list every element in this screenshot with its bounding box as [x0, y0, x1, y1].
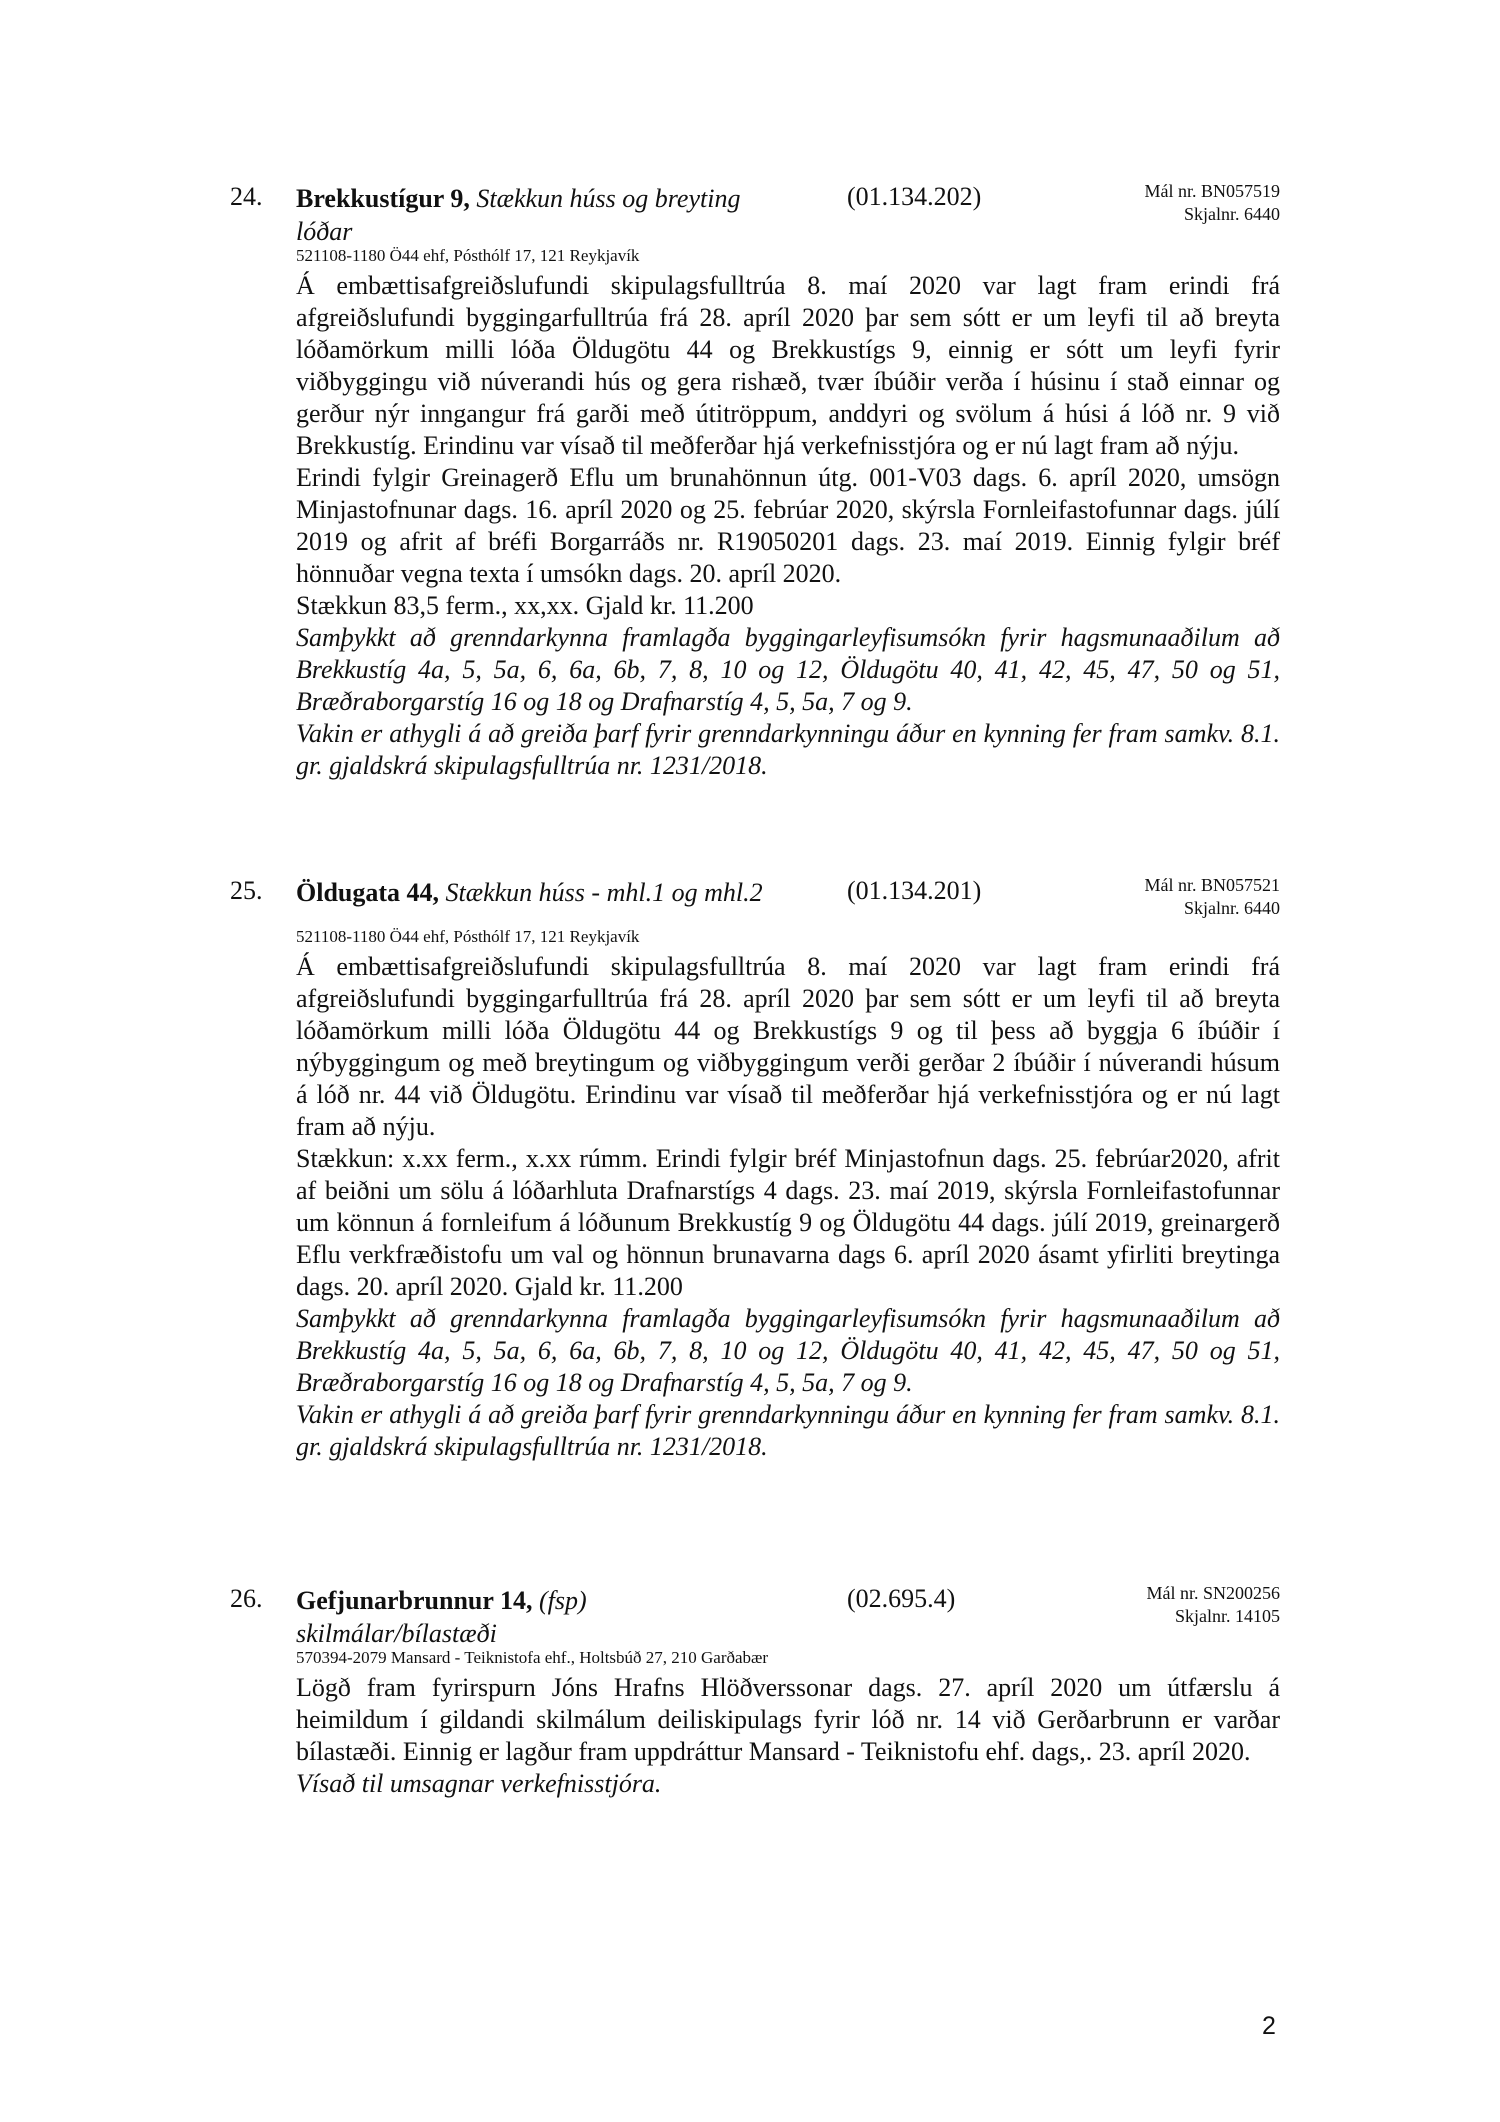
page-number: 2	[1262, 2012, 1276, 2040]
case-number: Mál nr. SN200256	[1146, 1583, 1280, 1603]
item-subject: Stækkun húss og breyting lóðar	[296, 184, 741, 246]
document-number: Skjalnr. 6440	[1183, 204, 1280, 224]
lot-number: (02.695.4)	[847, 1584, 956, 1613]
paragraph: Á embættisafgreiðslufundi skipulagsfulltrúa 8. maí 2020 var lagt fram erindi frá afgreiðslufundi byggingarfulltrúa frá 28. apríl 2020 þar sem sótt er um leyfi til að breyta lóðamörkum milli lóða Öldugötu 44 og Brekkustígs 9, einnig er sótt um leyfi fyrir viðbyggingu við núverandi hús og gera rishæð, tvær íbúðir verða í húsinu í stað einnar og gerður nýr inngangur frá garði með útitröppum, anddyri og svölum á húsi á lóð nr. 9 við Brekkustíg. Erindinu var vísað til meðferðar hjá verkefnisstjóra og er nú lagt fram að nýju.	[296, 271, 1280, 460]
item-address: Brekkustígur 9,	[296, 184, 470, 213]
item-number: 25.	[230, 876, 263, 905]
decision-text: Samþykkt að grenndarkynna framlagða byggingarleyfisumsókn fyrir hagsmunaaðilum að Brekkustíg 4a, 5, 5a, 6, 6a, 6b, 7, 8, 10 og 12, Öldugötu 40, 41, 42, 45, 47, 50 og 51, Bræðraborgarstíg 16 og 18 og Drafnarstíg 4, 5, 5a, 7 og 9.	[296, 623, 1280, 716]
case-reference	[1146, 1582, 1280, 1628]
document-number: Skjalnr. 6440	[1183, 898, 1280, 918]
case-number: Mál nr. BN057519	[1144, 181, 1280, 201]
decision-text: Samþykkt að grenndarkynna framlagða byggingarleyfisumsókn fyrir hagsmunaaðilum að Brekkustíg 4a, 5, 5a, 6, 6a, 6b, 7, 8, 10 og 12, Öldugötu 40, 41, 42, 45, 47, 50 og 51, Bræðraborgarstíg 16 og 18 og Drafnarstíg 4, 5, 5a, 7 og 9.	[296, 1304, 1280, 1397]
paragraph: Á embættisafgreiðslufundi skipulagsfulltrúa 8. maí 2020 var lagt fram erindi frá afgreiðslufundi byggingarfulltrúa frá 28. apríl 2020 þar sem sótt er um leyfi til að breyta lóðamörkum milli lóða Öldugötu 44 og Brekkustígs 9 og til þess að byggja 6 íbúðir í nýbyggingum og með breytingum og viðbyggingum verði gerðar 2 íbúðir í núverandi húsum á lóð nr. 44 við Öldugötu. Erindinu var vísað til meðferðar hjá verkefnisstjóra og er nú lagt fram að nýju.	[296, 952, 1280, 1141]
item-number: 24.	[230, 182, 263, 211]
case-number: Mál nr. BN057521	[1144, 875, 1280, 895]
item-subject: (fsp) skilmálar/bílastæði	[296, 1586, 587, 1648]
paragraph: Erindi fylgir Greinagerð Eflu um brunahönnun útg. 001-V03 dags. 6. apríl 2020, umsögn Minjastofnunar dags. 16. apríl 2020 og 25. febrúar 2020, skýrsla Fornleifastofunnar dags. júlí 2019 og afrit af bréfi Borgarráðs nr. R19050201 dags. 23. maí 2019. Einnig fylgir bréf hönnuðar vegna texta í umsókn dags. 20. apríl 2020.	[296, 463, 1280, 588]
owner-line: 521108-1180 Ö44 ehf, Pósthólf 17, 121 Reykjavík	[296, 927, 640, 946]
lot-number: (01.134.202)	[847, 182, 982, 211]
case-reference	[1144, 180, 1280, 226]
lot-number: (01.134.201)	[847, 876, 982, 905]
case-reference	[1144, 874, 1280, 920]
item-address: Öldugata 44,	[296, 878, 440, 907]
decision-text: Vakin er athygli á að greiða þarf fyrir grenndarkynningu áður en kynning fer fram samkv. 8.1. gr. gjaldskrá skipulagsfulltrúa nr. 1231/2018.	[296, 1400, 1280, 1461]
item-body	[296, 951, 1280, 1463]
item-title	[296, 1584, 636, 1650]
item-body	[296, 270, 1280, 782]
decision-text: Vakin er athygli á að greiða þarf fyrir grenndarkynningu áður en kynning fer fram samkv. 8.1. gr. gjaldskrá skipulagsfulltrúa nr. 1231/2018.	[296, 719, 1280, 780]
owner-line: 570394-2079 Mansard - Teiknistofa ehf., Holtsbúð 27, 210 Garðabær	[296, 1648, 769, 1667]
owner-line: 521108-1180 Ö44 ehf, Pósthólf 17, 121 Reykjavík	[296, 246, 640, 265]
paragraph: Lögð fram fyrirspurn Jóns Hrafns Hlöðverssonar dags. 27. apríl 2020 um útfærslu á heimildum í gildandi skilmálum deiliskipulags fyrir lóð nr. 14 við Gerðarbrunn er varðar bílastæði. Einnig er lagður fram uppdráttur Mansard - Teiknistofu ehf. dags,. 23. apríl 2020.	[296, 1673, 1280, 1766]
paragraph: Stækkun: x.xx ferm., x.xx rúmm. Erindi fylgir bréf Minjastofnun dags. 25. febrúar2020, afrit af beiðni um sölu á lóðarhluta Drafnarstígs 4 dags. 23. maí 2019, skýrsla Fornleifastofunnar um könnun á fornleifum á lóðunum Brekkustíg 9 og Öldugötu 44 dags. júlí 2019, greinargerð Eflu verkfræðistofu um val og hönnun brunavarna dags 6. apríl 2020 ásamt yfirliti breytinga dags. 20. apríl 2020. Gjald kr. 11.200	[296, 1144, 1280, 1301]
item-body	[296, 1672, 1280, 1800]
document-number: Skjalnr. 14105	[1174, 1606, 1280, 1626]
paragraph: Stækkun 83,5 ferm., xx,xx. Gjald kr. 11.200	[296, 591, 754, 620]
item-number: 26.	[230, 1584, 263, 1613]
item-title	[296, 876, 836, 909]
item-subject: Stækkun húss - mhl.1 og mhl.2	[445, 878, 763, 907]
item-address: Gefjunarbrunnur 14,	[296, 1586, 533, 1615]
item-title	[296, 182, 796, 248]
decision-text: Vísað til umsagnar verkefnisstjóra.	[296, 1769, 662, 1798]
